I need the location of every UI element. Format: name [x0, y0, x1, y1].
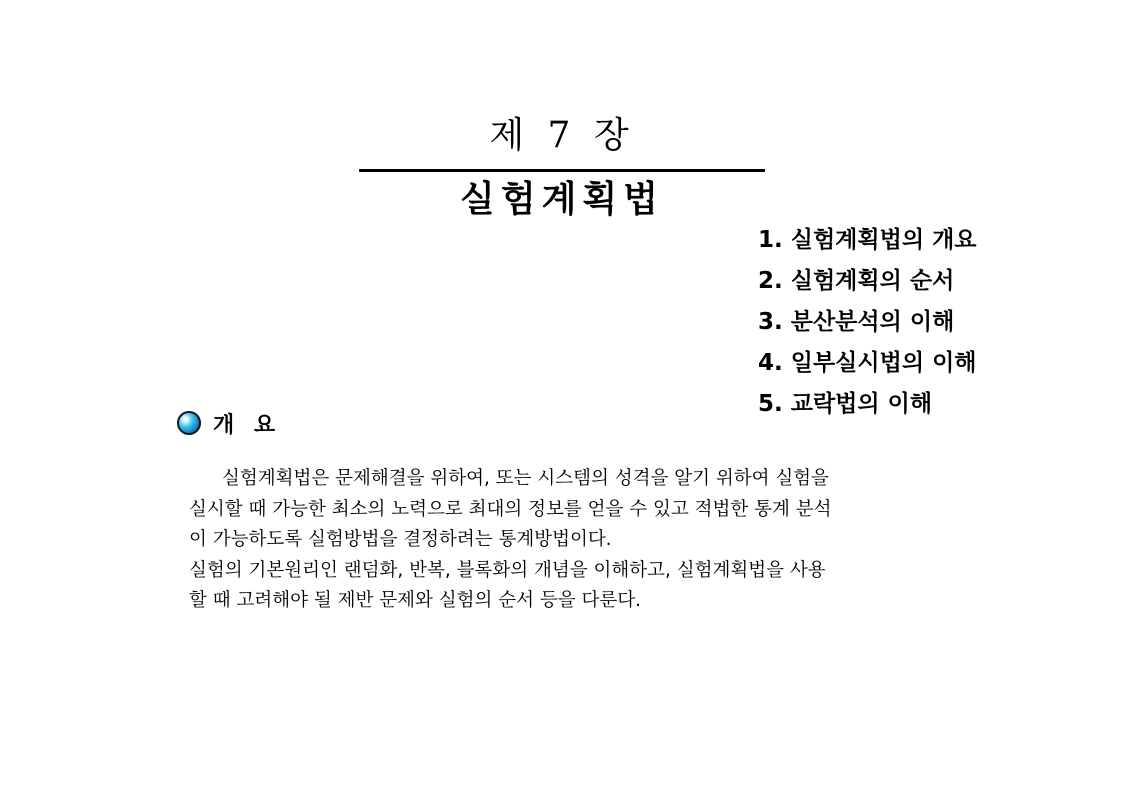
- body-line: 할 때 고려해야 될 제반 문제와 실험의 순서 등을 다룬다.: [189, 590, 641, 611]
- toc-item: 4. 일부실시법의 이해: [758, 350, 977, 376]
- body-line: 실험의 기본원리인 랜덤화, 반복, 블록화의 개념을 이해하고, 실험계획법을 사용: [189, 559, 826, 581]
- chapter-number: 제 7 장: [489, 115, 635, 156]
- overview-body: [189, 464, 949, 617]
- body-line: 실험계획법은 문제해결을 위하여, 또는 시스템의 성격을 알기 위하여 실험을: [222, 468, 829, 489]
- toc-item: 5. 교락법의 이해: [758, 391, 933, 417]
- toc-item: 2. 실험계획의 순서: [758, 268, 955, 294]
- toc-item: 3. 분산분석의 이해: [758, 309, 955, 335]
- title-underline: [359, 169, 765, 172]
- overview-heading: [177, 406, 281, 440]
- body-line: 이 가능하도록 실험방법을 결정하려는 통계방법이다.: [189, 529, 612, 550]
- blue-sphere-bullet-icon: [177, 411, 201, 435]
- table-of-contents: [758, 222, 977, 427]
- chapter-title: 실험계획법: [460, 179, 664, 220]
- toc-item: 1. 실험계획법의 개요: [758, 227, 977, 253]
- body-line: 실시할 때 가능한 최소의 노력으로 최대의 정보를 얻을 수 있고 적법한 통계 분석: [189, 498, 832, 520]
- overview-label: 개 요: [213, 412, 282, 438]
